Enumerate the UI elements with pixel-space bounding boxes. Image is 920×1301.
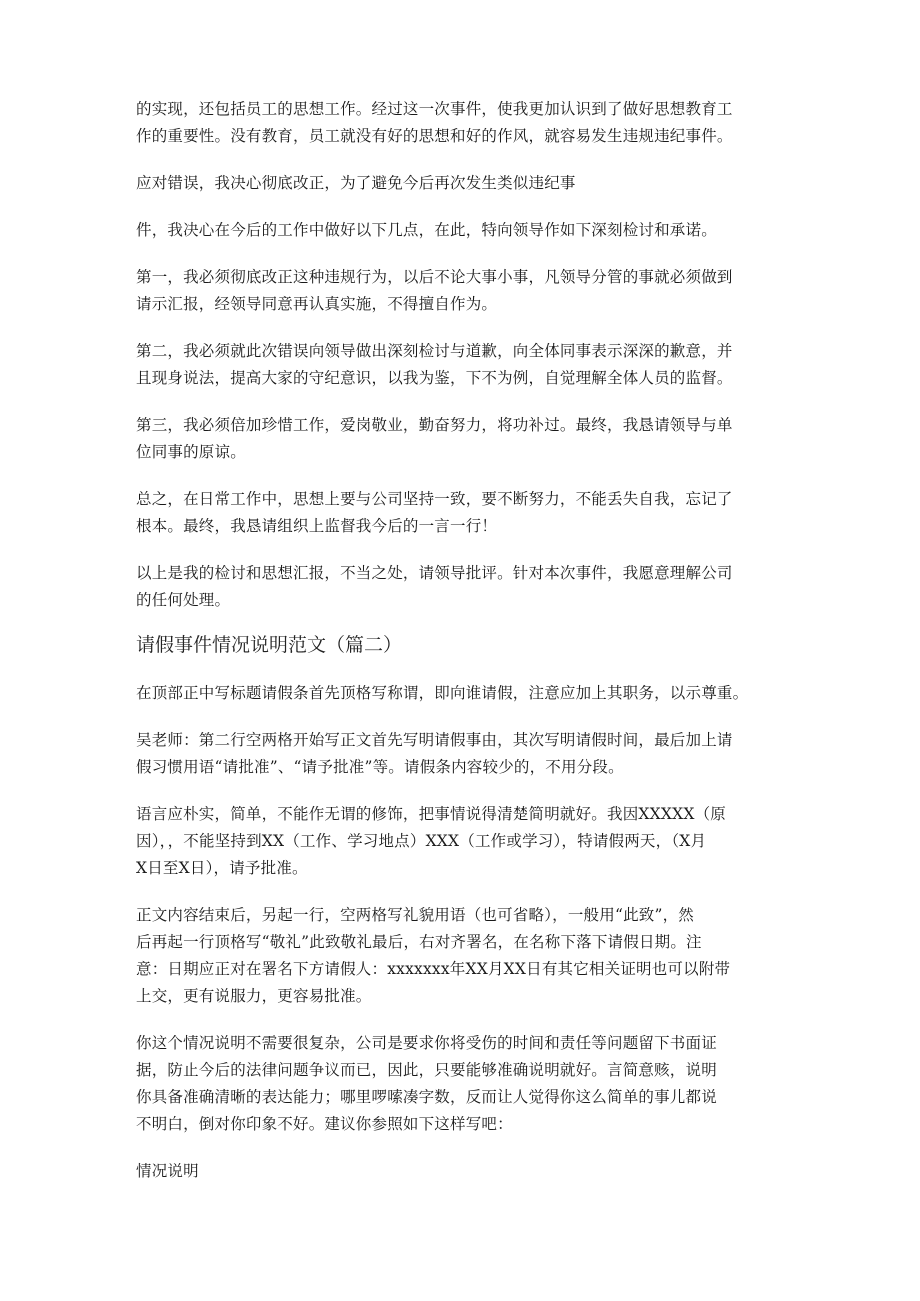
text-line: 在顶部正中写标题请假条首先顶格写称谓，即向谁请假，注意应加上其职务，以示尊重。 — [136, 684, 749, 702]
text-line: 的任何处理。 — [136, 591, 231, 609]
paragraph — [136, 96, 786, 150]
text-line: 吴老师：第二行空两格开始写正文首先写明请假事由，其次写明请假时间，最后加上请 — [136, 731, 733, 749]
paragraph — [136, 170, 786, 197]
text-line: 作的重要性。没有教育，员工就没有好的思想和好的作风，就容易发生违规违纪事件。 — [136, 127, 733, 145]
document-body — [136, 96, 786, 1185]
paragraph — [136, 680, 786, 707]
paragraph — [136, 727, 786, 781]
text-line: 应对错误，我决心彻底改正，为了避免今后再次发生类似违纪事 — [136, 174, 576, 192]
text-line: 假习惯用语“请批准”、“请予批准”等。请假条内容较少的，不用分段。 — [136, 758, 624, 776]
paragraph — [136, 486, 786, 540]
text-line: 总之，在日常工作中，思想上要与公司坚持一致，要不断努力，不能丢失自我，忘记了 — [136, 490, 733, 508]
paragraph — [136, 217, 786, 244]
text-line: 情况说明 — [136, 1162, 199, 1180]
text-line: 请示汇报，经领导同意再认真实施，不得擅自作为。 — [136, 295, 498, 313]
text-line: 语言应朴实，简单，不能作无谓的修饰，把事情说得清楚简明就好。我因XXXXX（原 — [136, 805, 726, 823]
text-line: 件，我决心在今后的工作中做好以下几点，在此，特向领导作如下深刻检讨和承诺。 — [136, 221, 717, 239]
text-line: 上交，更有说服力，更容易批准。 — [136, 987, 372, 1005]
text-line: 第二，我必须就此次错误向领导做出深刻检讨与道歉，向全体同事表示深深的歉意，并 — [136, 342, 733, 360]
paragraph — [136, 1030, 786, 1138]
section-heading — [136, 630, 786, 660]
paragraph — [136, 338, 786, 392]
text-line: 你这个情况说明不需要很复杂，公司是要求你将受伤的时间和责任等问题留下书面证 — [136, 1034, 717, 1052]
text-line: 你具备准确清晰的表达能力；哪里啰嗦凑字数，反而让人觉得你这么简单的事儿都说 — [136, 1088, 717, 1106]
text-line: 正文内容结束后，另起一行，空两格写礼貌用语（也可省略），一般用“此致”，然 — [136, 906, 695, 924]
text-line: 据，防止今后的法律问题争议而已，因此，只要能够准确说明就好。言简意赅，说明 — [136, 1061, 717, 1079]
paragraph — [136, 1158, 786, 1185]
text-line: 后再起一行顶格写“敬礼”此致敬礼最后，右对齐署名，在名称下落下请假日期。注 — [136, 933, 702, 951]
paragraph — [136, 902, 786, 1010]
text-line: 位同事的原谅。 — [136, 443, 246, 461]
text-line: 第三，我必须倍加珍惜工作，爱岗敬业，勤奋努力，将功补过。最终，我恳请领导与单 — [136, 416, 733, 434]
text-line: 因），，不能坚持到XX（工作、学习地点）XXX（工作或学习），特请假两天，（X月 — [136, 832, 707, 850]
text-line: X日至X日），请予批准。 — [136, 859, 308, 877]
text-line: 意：日期应正对在署名下方请假人：xxxxxxx年XX月XX日有其它相关证明也可以附带 — [136, 960, 731, 978]
text-line: 第一，我必须彻底改正这种违规行为，以后不论大事小事，凡领导分管的事就必须做到 — [136, 268, 733, 286]
heading-text: 请假事件情况说明范文（篇二） — [136, 634, 403, 656]
paragraph — [136, 560, 786, 614]
paragraph — [136, 801, 786, 882]
paragraph — [136, 412, 786, 466]
text-line: 且现身说法，提高大家的守纪意识，以我为鉴，下不为例，自觉理解全体人员的监督。 — [136, 369, 733, 387]
paragraph — [136, 264, 786, 318]
text-line: 不明白，倒对你印象不好。建议你参照如下这样写吧： — [136, 1115, 513, 1133]
text-line: 的实现，还包括员工的思想工作。经过这一次事件，使我更加认识到了做好思想教育工 — [136, 100, 733, 118]
text-line: 以上是我的检讨和思想汇报，不当之处，请领导批评。针对本次事件，我愿意理解公司 — [136, 564, 733, 582]
text-line: 根本。最终，我恳请组织上监督我今后的一言一行！ — [136, 517, 498, 535]
